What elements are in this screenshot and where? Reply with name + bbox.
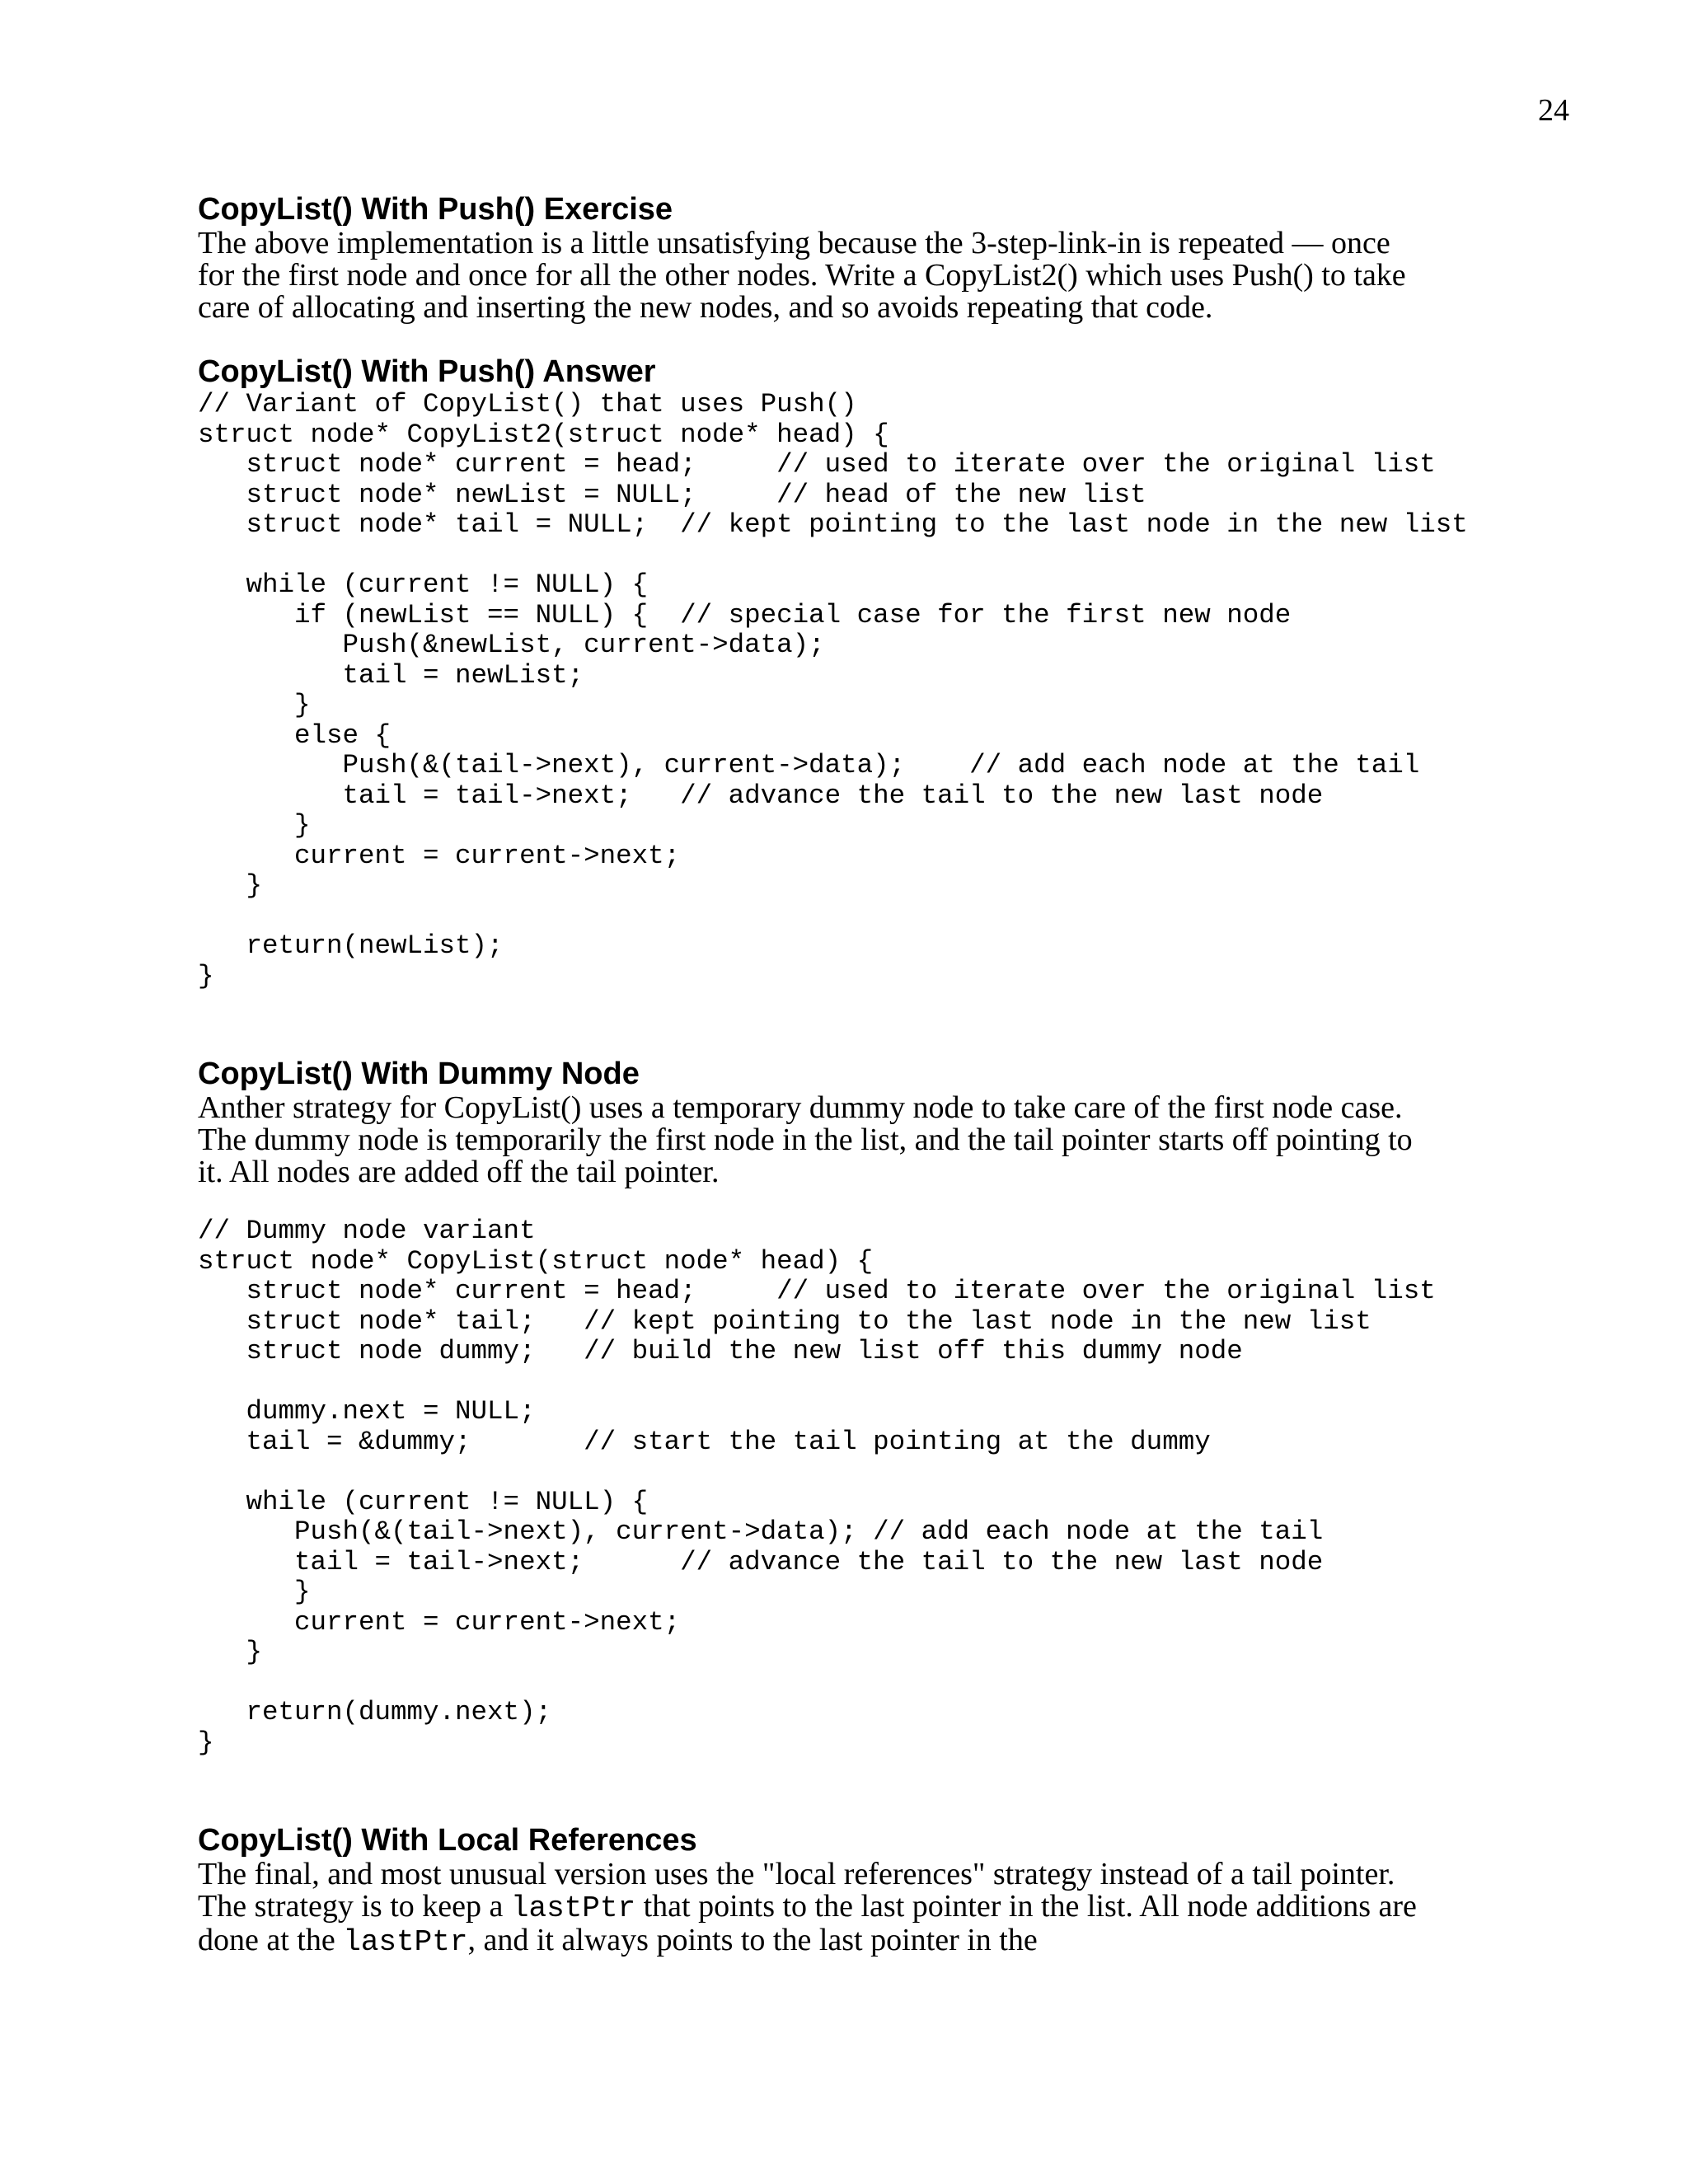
code-block: // Variant of CopyList() that uses Push() struct node* CopyList2(struct node* head) { struct node* current = head; // used to iterate over the original list struct node* newList = NULL; // head of the new list struct node* tail = NULL; // kept pointing to the last node in the new list while (current != NULL) { if (newList == NULL) { // special case for the first new node Push(&newList, current->data); tail = newList; } else { Push(&(tail->next), current->data); // add each node at the tail tail = tail->next; // advance the tail to the new last node } current = current->next; } return(newList); }	[198, 389, 1468, 991]
code-block: // Dummy node variant struct node* CopyList(struct node* head) { struct node* current = head; // used to iterate over the original list struct node* tail; // kept pointing to the last node in the new list struct node dummy; // build the new list off this dummy node dummy.next = NULL; tail = &dummy; // start the tail pointing at the dummy while (current != NULL) { Push(&(tail->next), current->data); // add each node at the tail tail = tail->next; // advance the tail to the new last node } current = current->next; } return(dummy.next); }	[198, 1216, 1436, 1758]
section-paragraph	[198, 1858, 1418, 1958]
section-heading: CopyList() With Push() Answer	[198, 354, 656, 389]
section-paragraph: The above implementation is a little unsatisfying because the 3-step-link-in is repeated — once for the first node and once for all the other nodes. Write a CopyList2() which uses Push() to take care of allocating and inserting the new nodes, and so avoids repeating that code.	[198, 226, 1406, 325]
paragraph-text: The final, and most unusual version uses the "local references" strategy instead of a tail pointer. The strategy is to keep a	[198, 1857, 1395, 1924]
section-dummy-node	[198, 1056, 1533, 1758]
section-answer	[198, 354, 1533, 991]
page-number: 24	[1538, 93, 1569, 128]
document-body	[198, 191, 1533, 1958]
section-local-references	[198, 1822, 1533, 1958]
section-heading: CopyList() With Dummy Node	[198, 1057, 640, 1091]
section-heading: CopyList() With Local References	[198, 1823, 697, 1858]
section-paragraph: Anther strategy for CopyList() uses a temporary dummy node to take care of the first node case. The dummy node is temporarily the first node in the list, and the tail pointer starts off pointing to it. All nodes are added off the tail pointer.	[198, 1090, 1413, 1189]
inline-code: lastPtr	[343, 1925, 468, 1959]
inline-code: lastPtr	[510, 1891, 636, 1925]
paragraph-text: , and it always points to the last pointer in the	[467, 1923, 1038, 1957]
section-heading: CopyList() With Push() Exercise	[198, 192, 673, 227]
section-exercise	[198, 191, 1533, 324]
paragraph-text: that points to the last pointer in the list. All node additions are done at the	[198, 1889, 1417, 1957]
